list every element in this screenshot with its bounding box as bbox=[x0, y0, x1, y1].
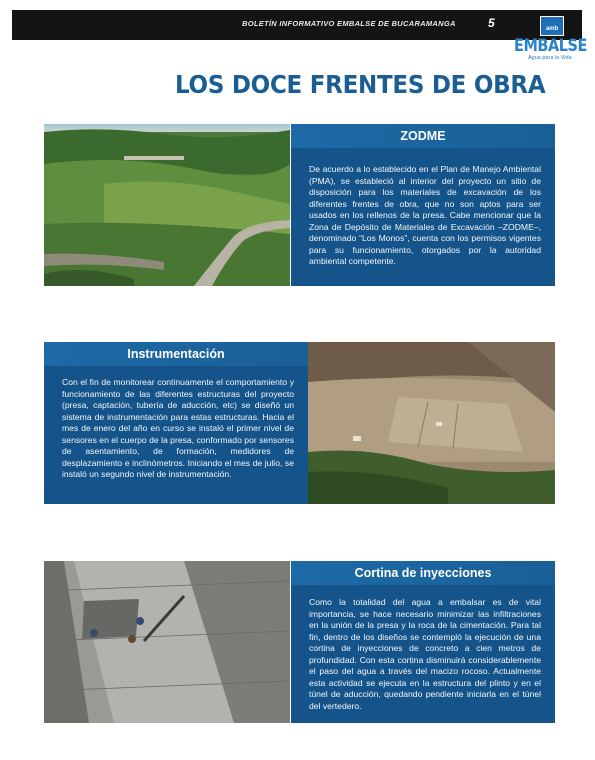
page-number: 5 bbox=[488, 16, 495, 30]
amb-badge: amb bbox=[540, 16, 564, 36]
bulletin-title: BOLETÍN INFORMATIVO EMBALSE DE BUCARAMANGA bbox=[242, 19, 456, 28]
zodme-photo bbox=[44, 124, 290, 286]
embalse-logo bbox=[510, 14, 590, 64]
cortina-photo bbox=[44, 561, 290, 723]
cortina-heading: Cortina de inyecciones bbox=[291, 561, 555, 585]
logo-name: EMBALSE bbox=[514, 36, 587, 56]
logo-tagline: Agua para la Vida bbox=[528, 55, 572, 61]
zodme-body: De acuerdo a lo establecido en el Plan de Manejo Ambiental (PMA), se estableció al interior del proyecto un sitio de disposición para los materiales de excavación de los diferentes frentes de obra, que no son aptos para ser usados en los rellenos de la presa. Cabe mencionar que la Zona de Depósito de Materiales de Excavación –ZODME–, denominado “Los Monos”, cuenta con los permisos vigentes para su funcionamiento, otorgados por la autoridad ambiental competente. bbox=[309, 164, 541, 266]
instrumentacion-body: Con el fin de monitorear continuamente el comportamiento y funcionamiento de las diferentes estructuras del proyecto (presa, captación, tubería de aducción, etc) se diseñó un sistema de instrumentación para estas estructuras. Hacia el mes de enero del año en curso se instaló el primer nivel de sensores en el cuerpo de la presa, conformado por sensores de asentamiento, de formación, medidores de desplazamiento e inclinómetros. Iniciando el mes de julio, se instaló un segundo nivel de instrumentación. bbox=[62, 377, 294, 479]
zodme-heading: ZODME bbox=[291, 124, 555, 148]
instrumentacion-heading: Instrumentación bbox=[44, 342, 308, 366]
cortina-body: Como la totalidad del agua a embalsar es de vital importancia, se hace necesario minimizar las infiltraciones en la unión de la presa y la roca de la cimentación. Para tal fin, dentro de los diseños se contempló la ejecución de una cortina de inyecciones de concreto a cien metros de profundidad. Con esta cortina disminuirá considerablemente el paso del agua a través del macizo rocoso. Actualmente esta actividad se ejecuta en la estructura del plinto y en el túnel de aducción, quedando pendiente iniciarla en el túnel del vertedero. bbox=[309, 597, 541, 711]
cortina-panel bbox=[291, 561, 555, 723]
instrumentacion-panel bbox=[44, 342, 308, 504]
page-title: LOS DOCE FRENTES DE OBRA bbox=[175, 70, 546, 99]
header-bar bbox=[12, 10, 582, 40]
zodme-panel bbox=[291, 124, 555, 286]
instrumentacion-photo bbox=[308, 342, 555, 504]
